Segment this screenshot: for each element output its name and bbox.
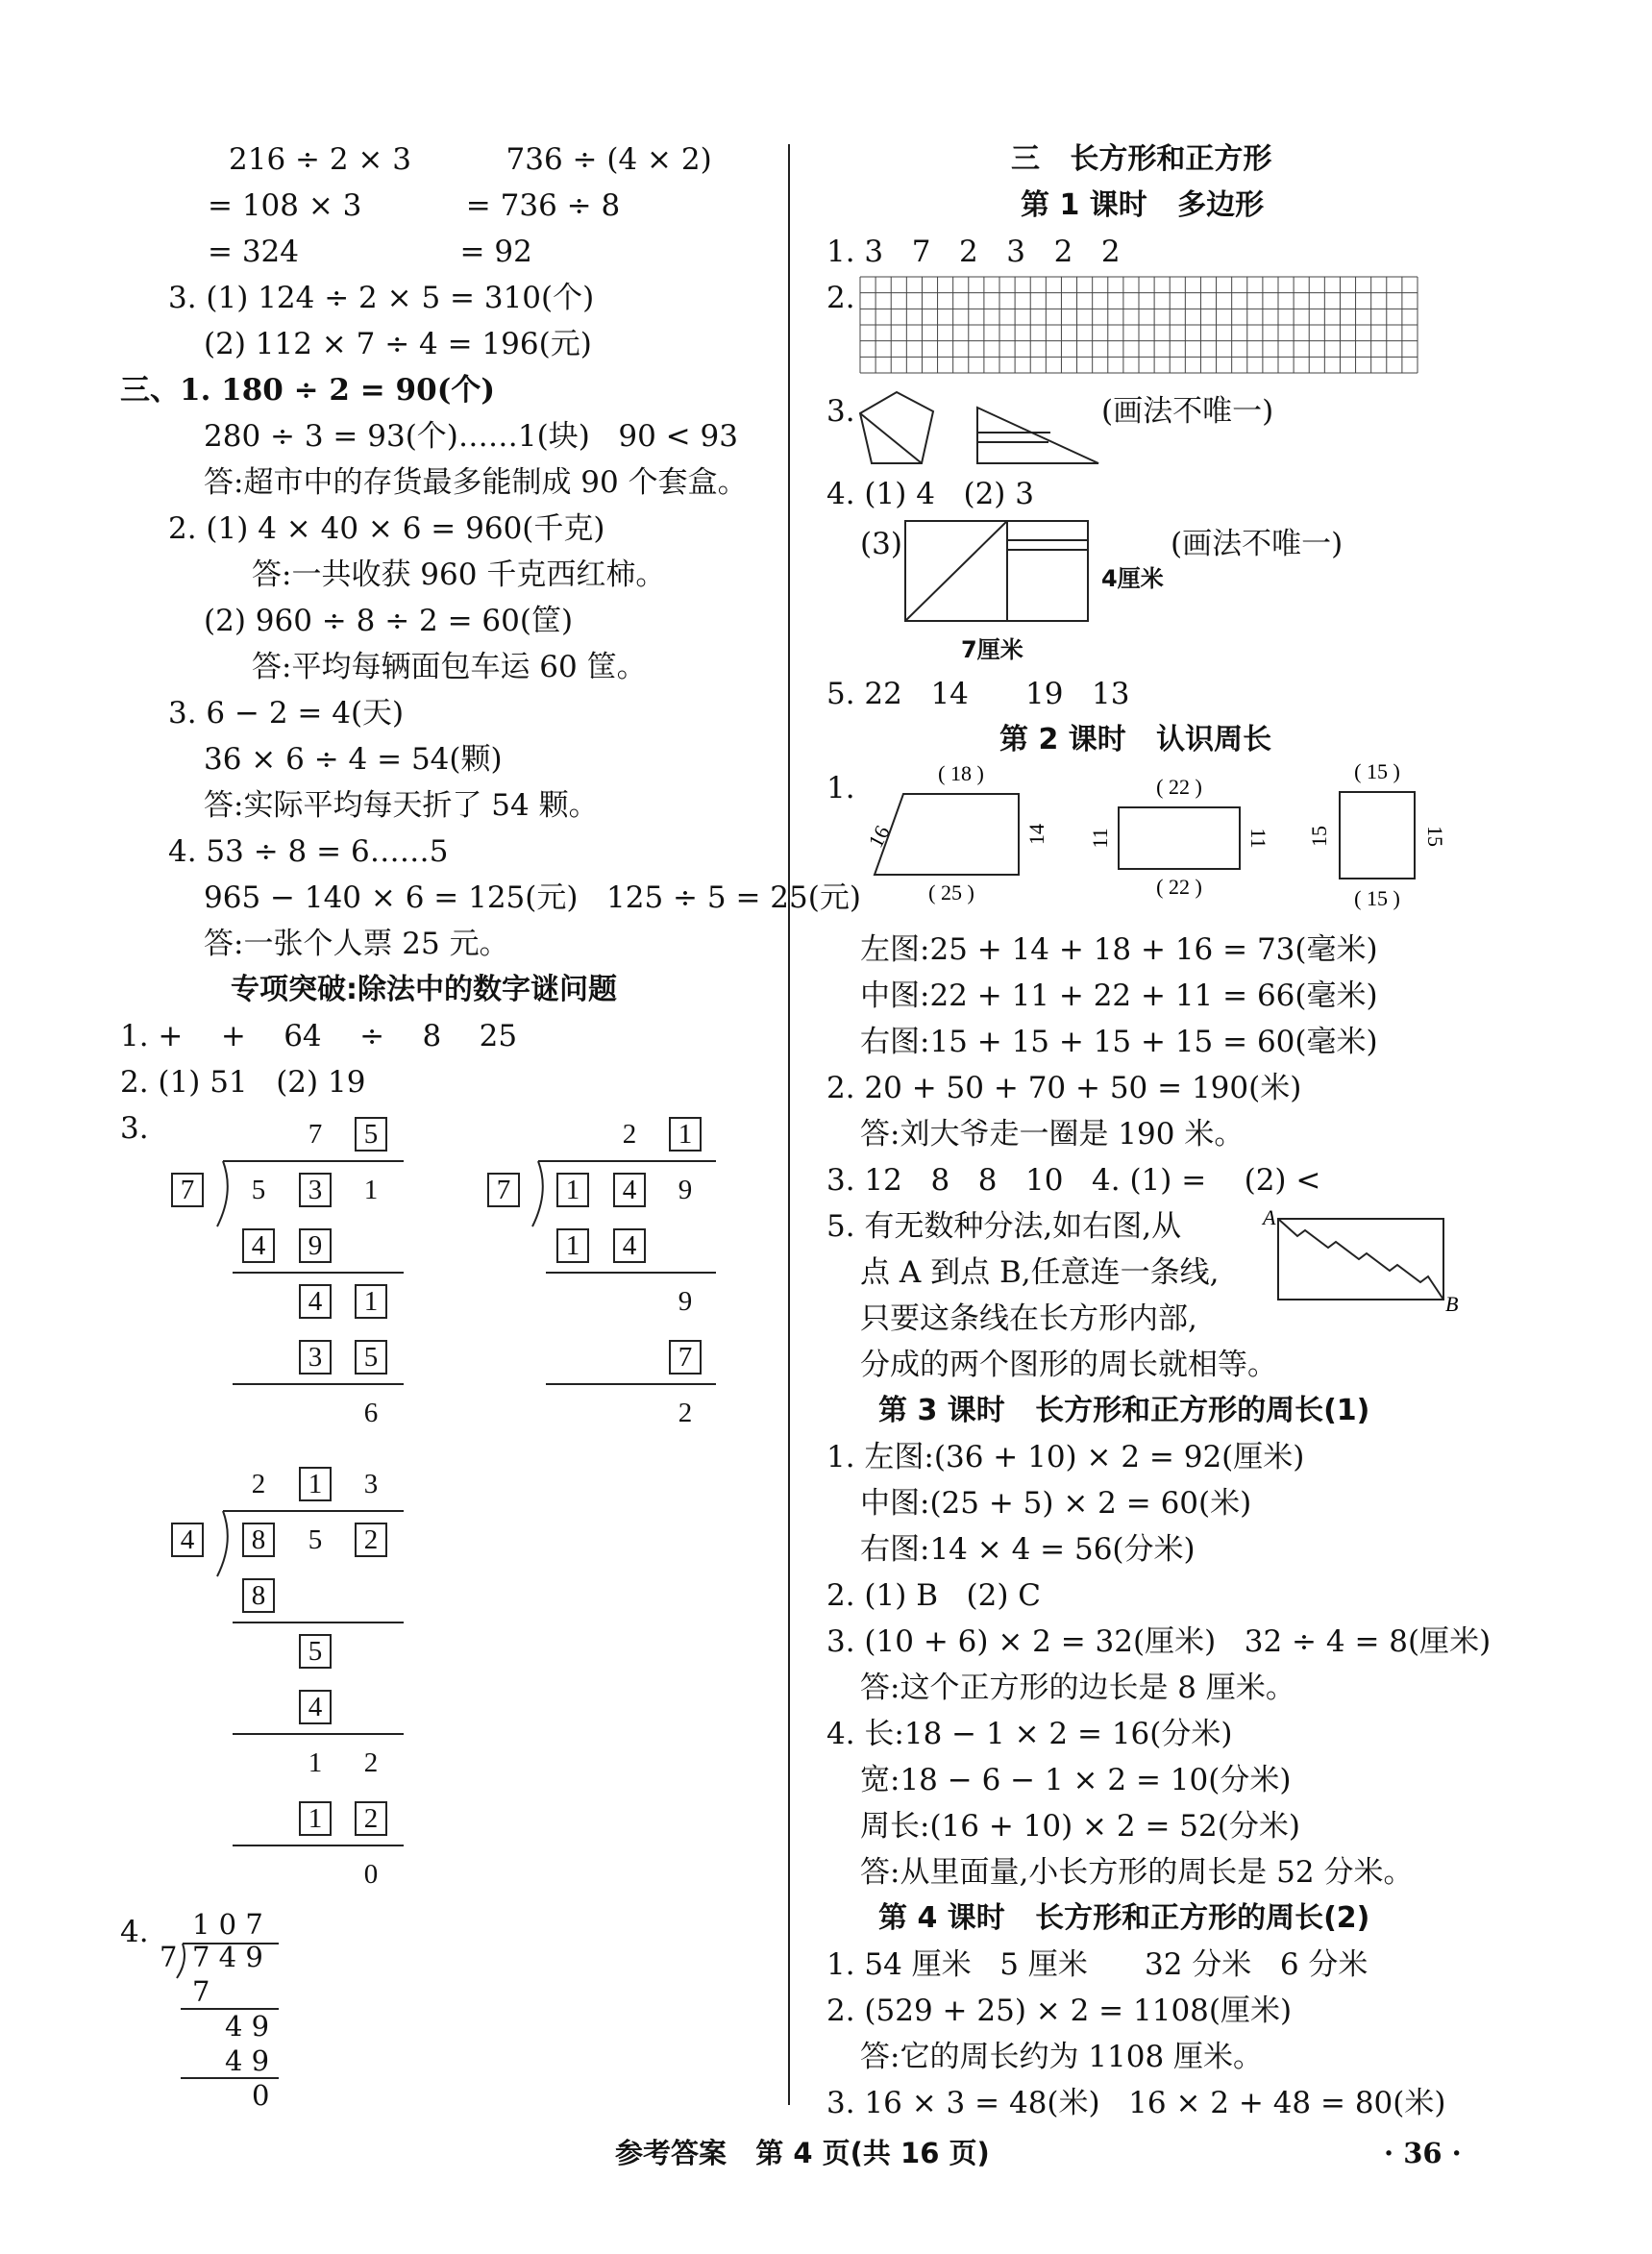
calc-line: 2. (1) 51 (2) 19 (120, 1065, 366, 1100)
explanation-line: 5. 有无数种分法,如右图,从 (826, 1209, 1182, 1244)
answer-line: 答:实际平均每天折了 54 颗。 (204, 788, 599, 823)
svg-text:15: 15 (1307, 826, 1331, 847)
calc-line: 左图:25 + 14 + 18 + 16 = 73(毫米) (860, 932, 1378, 967)
lesson-title: 第 2 课时 认识周长 (999, 723, 1272, 756)
calc-line: 右图:15 + 15 + 15 + 15 = 60(毫米) (860, 1025, 1378, 1059)
question-number: 1. (826, 771, 855, 805)
question-number: 3. (826, 394, 855, 429)
explanation-line: 只要这条线在长方形内部, (860, 1301, 1197, 1336)
calc-line: 周长:(16 + 10) × 2 = 52(分米) (860, 1809, 1300, 1844)
calc-line: 3. 12 8 8 10 4. (1) = (2) < (826, 1163, 1321, 1198)
explanation-line: 分成的两个图形的周长就相等。 (860, 1348, 1277, 1382)
calc-line: 280 ÷ 3 = 93(个)……1(块) 90 < 93 (204, 419, 738, 454)
question-number: 4. (120, 1915, 149, 1949)
calc-line: 中图:(25 + 5) × 2 = 60(米) (860, 1486, 1252, 1521)
answer-line: 答:刘大爷走一圈是 190 米。 (860, 1117, 1245, 1152)
section-three-item1: 三、1. 180 ÷ 2 = 90(个) (120, 373, 496, 408)
calc-line: 1. 54 厘米 5 厘米 32 分米 6 分米 (826, 1947, 1368, 1982)
svg-text:B: B (1445, 1292, 1459, 1316)
question-number: 2. (826, 281, 855, 315)
calc-line: 4. 长:18 − 1 × 2 = 16(分米) (826, 1717, 1233, 1751)
svg-text:( 18 ): ( 18 ) (938, 761, 984, 785)
calc-line: 2. (1) B (2) C (826, 1578, 1042, 1613)
section-heading: 专项突破:除法中的数字谜问题 (231, 973, 617, 1006)
svg-text:( 15 ): ( 15 ) (1354, 886, 1400, 910)
chapter-title: 三 长方形和正方形 (1011, 142, 1272, 176)
answer-line: 答:从里面量,小长方形的周长是 52 分米。 (860, 1855, 1414, 1890)
calc-line: 2. (1) 4 × 40 × 6 = 960(千克) (168, 511, 605, 546)
question-number: 3. (120, 1111, 149, 1146)
path-a-to-b-figure (1249, 1203, 1461, 1316)
dimension-label: 7厘米 (961, 636, 1023, 663)
calc-line: 36 × 6 ÷ 4 = 54(颗) (204, 742, 503, 777)
note-text: (画法不唯一) (1171, 527, 1344, 561)
calc-line: 3. (1) 124 ÷ 2 × 5 = 310(个) (168, 281, 595, 315)
svg-text:11: 11 (1088, 828, 1112, 849)
answer-line: 答:平均每辆面包车运 60 筐。 (252, 650, 647, 684)
answer-line: 答:超市中的存货最多能制成 90 个套盒。 (204, 465, 748, 500)
calc-line: 4. (1) 4 (2) 3 (826, 477, 1034, 511)
page-footer: 参考答案 第 4 页(共 16 页) (615, 2137, 990, 2169)
perimeter-figures (846, 759, 1461, 923)
svg-text:A: A (1263, 1205, 1276, 1229)
rectangle-division-figure (903, 519, 1096, 625)
svg-text:15: 15 (1423, 826, 1447, 847)
calc-line: 2. (529 + 25) × 2 = 1108(厘米) (826, 1994, 1293, 2028)
calc-line: (2) 112 × 7 ÷ 4 = 196(元) (204, 327, 592, 361)
answer-line: 答:一共收获 960 千克西红柿。 (252, 557, 666, 592)
svg-text:( 15 ): ( 15 ) (1354, 759, 1400, 783)
calc-line: 1. 左图:(36 + 10) × 2 = 92(厘米) (826, 1440, 1305, 1474)
calc-line: (2) 960 ÷ 8 ÷ 2 = 60(筐) (204, 604, 574, 638)
svg-text:( 22 ): ( 22 ) (1156, 875, 1202, 899)
lesson-title: 第 3 课时 长方形和正方形的周长(1) (878, 1394, 1370, 1427)
svg-text:( 22 ): ( 22 ) (1156, 775, 1202, 799)
answer-line: 答:一张个人票 25 元。 (204, 927, 509, 961)
answer-line: 答:这个正方形的边长是 8 厘米。 (860, 1671, 1295, 1705)
calc-line: = 108 × 3 = 736 ÷ 8 (208, 188, 621, 223)
calc-line: 2. 20 + 50 + 70 + 50 = 190(米) (826, 1071, 1302, 1105)
calc-line: 3. (10 + 6) × 2 = 32(厘米) 32 ÷ 4 = 8(厘米) (826, 1624, 1492, 1659)
grid-figure (858, 275, 1425, 381)
calc-line: 1. 3 7 2 3 2 2 (826, 235, 1121, 269)
answer-line: 答:它的周长约为 1108 厘米。 (860, 2040, 1264, 2074)
note-text: (画法不唯一) (1101, 394, 1274, 429)
calc-line: 965 − 140 × 6 = 125(元) 125 ÷ 5 = 25(元) (204, 880, 861, 915)
lesson-title: 第 1 课时 多边形 (1021, 188, 1265, 222)
calc-line: 3. 6 − 2 = 4(天) (168, 696, 405, 731)
svg-text:11: 11 (1246, 828, 1270, 849)
calc-line: = 324 = 92 (208, 235, 532, 269)
lesson-title: 第 4 课时 长方形和正方形的周长(2) (878, 1901, 1370, 1935)
svg-text:14: 14 (1024, 824, 1048, 845)
calc-line: 右图:14 × 4 = 56(分米) (860, 1532, 1196, 1567)
pentagon-triangle-figure (858, 386, 1127, 473)
svg-text:( 25 ): ( 25 ) (928, 880, 974, 904)
sub-question: (3) (860, 527, 902, 561)
calc-line: 5. 22 14 19 13 (826, 677, 1130, 711)
dimension-label: 4厘米 (1101, 565, 1164, 592)
calc-line: 4. 53 ÷ 8 = 6……5 (168, 834, 449, 869)
calc-line: 1. + + 64 ÷ 8 25 (120, 1019, 518, 1053)
calc-line: 中图:22 + 11 + 22 + 11 = 66(毫米) (860, 978, 1378, 1013)
calc-line: 3. 16 × 3 = 48(米) 16 × 2 + 48 = 80(米) (826, 2086, 1446, 2120)
svg-text:16: 16 (863, 821, 895, 852)
calc-line: 宽:18 − 6 − 1 × 2 = 10(分米) (860, 1763, 1292, 1797)
explanation-line: 点 A 到点 B,任意连一条线, (860, 1255, 1220, 1290)
page-number: · 36 · (1384, 2137, 1462, 2169)
calc-line: 216 ÷ 2 × 3 736 ÷ (4 × 2) (229, 142, 712, 177)
